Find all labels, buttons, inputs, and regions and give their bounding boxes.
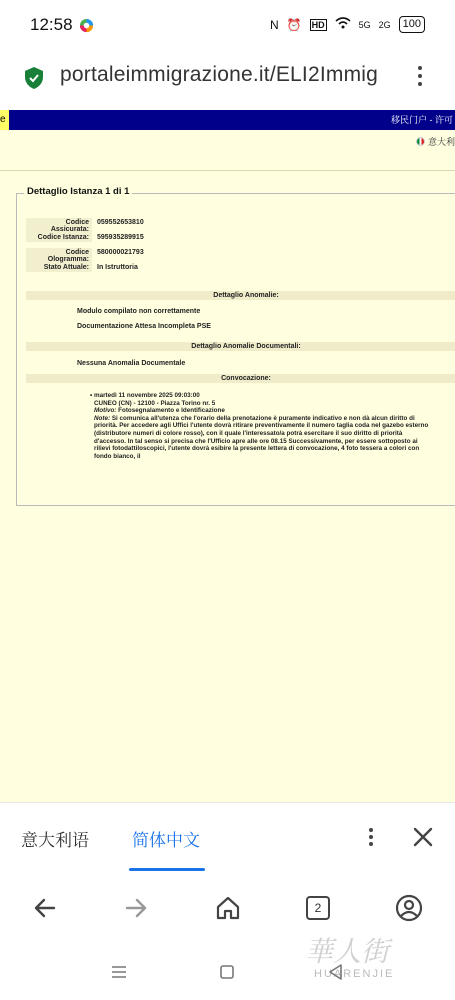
note-label: Note: (94, 414, 111, 422)
anomalia-item: Documentazione Attesa Incompleta PSE (77, 323, 211, 330)
url-field[interactable]: portaleimmigrazione.it/ELI2Immig (60, 63, 379, 86)
signal-5g-icon: 5G (358, 19, 371, 30)
active-tab-indicator (129, 868, 205, 871)
field-value-stato: In Istruttoria (97, 264, 138, 271)
hd-icon: HD (311, 19, 325, 30)
header-left-tab[interactable]: e (0, 110, 9, 130)
forward-arrow-icon[interactable] (121, 893, 151, 923)
anomalia-item: Modulo compilato non correttamente (77, 308, 201, 315)
nfc-icon: N (269, 17, 279, 32)
back-arrow-icon[interactable] (30, 893, 60, 923)
watermark-logo: 華人街 (305, 935, 390, 968)
anomalia-doc-item: Nessuna Anomalia Documentale (77, 360, 186, 367)
field-label-stato: Stato Attuale: (26, 263, 92, 272)
field-value-assicurata: 059552653810 (97, 219, 144, 226)
field-label-ologramma: Codice Ologramma: (26, 248, 92, 264)
section-convocazione: Convocazione: (26, 374, 455, 383)
note-value: Si comunica all'utenza che l'orario della prenotazione è puramente indicativo e non dà alcun diritto di priorità. Per accedere agli Uffici l'utente dovrà ritirare preventivamente il numero taglia coda nel gazebo esterno (distributore numeri di colore rosso), con il quale l'interessato/a potrà esercitare il suo diritto di priorità d'accesso. In tal senso si precisa che l'Ufficio apre alle ore 08.15 Successivamente, per essere sottoposto ai rilievi fotodattiloscopici, l'utente dovrà esibire la presente lettera di convocazione, 4 foto tessera a colori con fondo bianco, il (94, 414, 429, 460)
home-square-icon[interactable] (219, 964, 235, 980)
field-label-assicurata: Codice Assicurata: (26, 218, 92, 234)
tabs-count-button[interactable]: 2 (306, 896, 330, 920)
signal-2g-icon: 2G (378, 19, 391, 30)
close-icon[interactable] (410, 824, 436, 850)
alarm-icon: ⏰ (286, 17, 302, 32)
web-page (0, 110, 455, 802)
bullet: • (90, 392, 93, 399)
translate-menu-icon[interactable] (365, 825, 377, 851)
convocazione-date: martedì 11 novembre 2025 09:03:00 (94, 392, 200, 399)
wifi-icon (335, 17, 351, 32)
section-anomalie: Dettaglio Anomalie: (26, 291, 455, 300)
motivo-value: Fotosegnalamento e Identificazione (118, 407, 225, 415)
field-value-ologramma: 580000021793 (97, 249, 144, 256)
browser-menu-icon[interactable] (410, 62, 430, 92)
watermark-subtext: HUARENJIE (314, 968, 395, 980)
status-bar (0, 0, 455, 50)
site-header-band (0, 110, 455, 130)
battery-icon: 100 (399, 16, 425, 33)
home-icon[interactable] (213, 893, 243, 923)
secure-shield-icon[interactable] (23, 66, 45, 90)
app-notification-icon (79, 18, 94, 33)
field-label-istanza: Codice Istanza: (26, 233, 92, 242)
translate-tab-italian[interactable]: 意大利语 (21, 831, 89, 850)
account-icon[interactable] (394, 893, 424, 923)
italy-flag-icon (416, 137, 425, 146)
page-title: Dettaglio Istanza 1 di 1 (24, 186, 132, 197)
convocazione-place: CUNEO (CN) - 12100 - Piazza Torino nr. 5 (94, 399, 216, 407)
motivo-label: Motivo: (94, 407, 117, 415)
divider (0, 170, 455, 171)
translate-tab-chinese[interactable]: 简体中文 (132, 831, 200, 850)
language-label: 意大利 (427, 137, 455, 147)
status-time: 12:58 (30, 15, 73, 34)
header-right-title: 移民门户 - 许可 (391, 115, 453, 125)
language-selector[interactable] (416, 135, 455, 148)
convocazione-motivo (94, 407, 434, 415)
status-icons (270, 16, 425, 33)
convocazione-note (94, 415, 434, 461)
recents-menu-icon[interactable] (110, 965, 128, 979)
field-value-istanza: 595935289915 (97, 234, 144, 241)
convocazione-details (90, 392, 434, 460)
section-anomalie-documentali: Dettaglio Anomalie Documentali: (26, 342, 455, 351)
